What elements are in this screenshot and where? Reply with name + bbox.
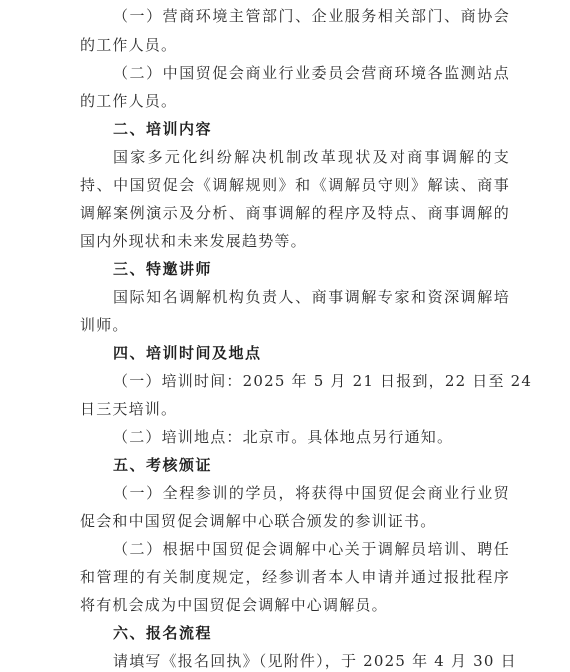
body-text-line: （二）根据中国贸促会调解中心关于调解员培训、聘任 [113,540,510,558]
body-text-line: 促会和中国贸促会调解中心联合颁发的参训证书。 [80,512,437,530]
body-text-line: （一）全程参训的学员，将获得中国贸促会商业行业贸 [113,484,510,502]
body-text-line: 将有机会成为中国贸促会调解中心调解员。 [80,596,388,614]
section-heading: 四、培训时间及地点 [113,344,262,362]
body-text-line: 的工作人员。 [80,92,178,110]
body-text-line: 和管理的有关制度规定，经参训者本人申请并通过报批程序 [80,568,510,586]
section-heading: 五、考核颁证 [113,456,213,474]
body-text-line: 国家多元化纠纷解决机制改革现状及对商事调解的支 [113,148,510,166]
body-text-line: 训师。 [80,316,129,334]
body-text-line: （一）培训时间：2025 年 5 月 21 日报到，22 日至 24 [113,372,533,390]
section-heading: 六、报名流程 [113,624,213,642]
section-heading: 二、培训内容 [113,120,213,138]
body-text-line: 的工作人员。 [80,36,178,54]
body-text-line: 国际知名调解机构负责人、商事调解专家和资深调解培 [113,288,510,306]
body-text-line: 调解案例演示及分析、商事调解的程序及特点、商事调解的 [80,204,510,222]
body-text-line: （二）培训地点：北京市。具体地点另行通知。 [113,428,454,446]
body-text-line: 请填写《报名回执》（见附件），于 2025 年 4 月 30 日 [113,652,517,670]
section-heading: 三、特邀讲师 [113,260,213,278]
body-text-line: （一）营商环境主管部门、企业服务相关部门、商协会 [113,7,510,25]
body-text-line: 国内外现状和未来发展趋势等。 [80,232,307,250]
body-text-line: 持、中国贸促会《调解规则》和《调解员守则》解读、商事 [80,176,510,194]
body-text-line: （二）中国贸促会商业行业委员会营商环境各监测站点 [113,64,510,82]
body-text-line: 日三天培训。 [80,400,178,418]
